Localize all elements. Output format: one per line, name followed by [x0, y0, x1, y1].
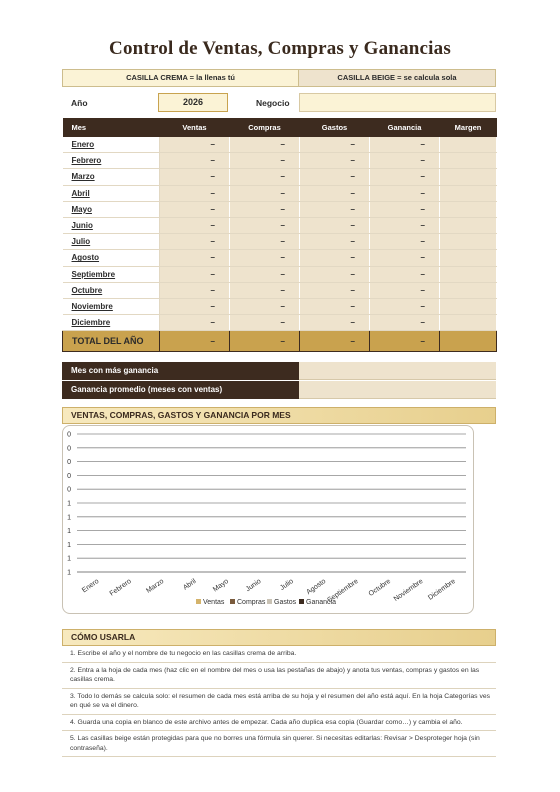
month-link[interactable]: Julio: [63, 234, 160, 250]
meta-row: [62, 93, 496, 113]
legend-label: Ventas: [203, 599, 225, 606]
gastos-cell: –: [300, 217, 370, 233]
compras-cell: –: [230, 331, 300, 352]
ventas-cell: –: [160, 137, 230, 153]
x-tick-label: Mayo: [211, 577, 231, 594]
legend-swatch: [299, 599, 304, 604]
compras-cell: –: [230, 169, 300, 185]
month-link[interactable]: Mayo: [63, 201, 160, 217]
legend-item: [196, 599, 225, 606]
compras-cell: –: [230, 234, 300, 250]
total-row: [63, 331, 497, 352]
table-row: [63, 282, 497, 298]
ganancia-cell: –: [370, 250, 440, 266]
table-row: [63, 217, 497, 233]
gastos-cell: –: [300, 315, 370, 331]
avg-profit-label: Ganancia promedio (meses con ventas): [62, 381, 299, 399]
y-tick-label: 1: [67, 514, 71, 522]
margen-cell: [440, 169, 497, 185]
howto-step: 3. Todo lo demás se calcula solo: el resumen de cada mes está arriba de su hoja y el resumen del año está aquí. En la hoja Categorías ves en qué se va el dinero.: [62, 689, 496, 715]
legend-label: Ganancia: [306, 599, 336, 606]
col-header-compras: Compras: [230, 118, 300, 137]
summary-row-best-month: [62, 362, 496, 380]
table-row: [63, 137, 497, 153]
table-row: [63, 169, 497, 185]
y-tick-label: 1: [67, 555, 71, 563]
total-label: TOTAL DEL AÑO: [63, 331, 160, 352]
legend-item: [230, 599, 266, 606]
table-row: [63, 315, 497, 331]
compras-cell: –: [230, 185, 300, 201]
col-header-mes: Mes: [63, 118, 160, 137]
ganancia-cell: –: [370, 331, 440, 352]
x-tick-label: Noviembre: [392, 577, 425, 604]
col-header-margen: Margen: [440, 118, 497, 137]
ventas-cell: –: [160, 282, 230, 298]
margen-cell: [440, 137, 497, 153]
legend-swatch: [267, 599, 272, 604]
compras-cell: –: [230, 266, 300, 282]
page-title: Control de Ventas, Compras y Ganancias: [109, 38, 451, 59]
month-link[interactable]: Septiembre: [63, 266, 160, 282]
x-tick-label: Octubre: [367, 577, 393, 598]
x-tick-label: Diciembre: [427, 577, 457, 602]
compras-cell: –: [230, 298, 300, 314]
ganancia-cell: –: [370, 234, 440, 250]
col-header-ventas: Ventas: [160, 118, 230, 137]
ventas-cell: –: [160, 201, 230, 217]
legend-label: Gastos: [274, 599, 297, 606]
y-tick-label: 0: [67, 431, 71, 439]
howto-step: 5. Las casillas beige están protegidas para que no borres una fórmula sin querer. Si necesitas editarlas: Revisar > Desproteger hoja (sin contraseña).: [62, 731, 496, 757]
y-tick-label: 0: [67, 445, 71, 453]
x-tick-label: Julio: [279, 577, 295, 592]
month-link[interactable]: Marzo: [63, 169, 160, 185]
month-link[interactable]: Agosto: [63, 250, 160, 266]
gastos-cell: –: [300, 298, 370, 314]
gastos-cell: –: [300, 185, 370, 201]
y-tick-label: 0: [67, 472, 71, 480]
compras-cell: –: [230, 201, 300, 217]
legend-swatch: [230, 599, 235, 604]
x-tick-label: Agosto: [305, 577, 328, 597]
legend-row: [62, 69, 496, 87]
gastos-cell: –: [300, 331, 370, 352]
best-month-value: [299, 362, 496, 380]
month-link[interactable]: Abril: [63, 185, 160, 201]
ganancia-cell: –: [370, 201, 440, 217]
legend-item: [267, 599, 297, 606]
gastos-cell: –: [300, 169, 370, 185]
table-row: [63, 201, 497, 217]
col-header-ganancia: Ganancia: [370, 118, 440, 137]
gastos-cell: –: [300, 153, 370, 169]
gastos-cell: –: [300, 201, 370, 217]
table-row: [63, 153, 497, 169]
chart-section-title: VENTAS, COMPRAS, GASTOS Y GANANCIA POR MES: [62, 407, 496, 424]
y-tick-label: 1: [67, 528, 71, 536]
table-row: [63, 266, 497, 282]
ganancia-cell: –: [370, 169, 440, 185]
chart-container: [62, 425, 474, 614]
x-tick-label: Junio: [244, 577, 263, 594]
margen-cell: [440, 201, 497, 217]
y-tick-label: 1: [67, 500, 71, 508]
compras-cell: –: [230, 282, 300, 298]
y-tick-label: 0: [67, 486, 71, 494]
compras-cell: –: [230, 217, 300, 233]
compras-cell: –: [230, 315, 300, 331]
x-tick-label: Enero: [81, 577, 101, 595]
compras-cell: –: [230, 153, 300, 169]
margen-cell: [440, 250, 497, 266]
margen-cell: [440, 234, 497, 250]
month-link[interactable]: Diciembre: [63, 315, 160, 331]
ganancia-cell: –: [370, 137, 440, 153]
ganancia-cell: –: [370, 266, 440, 282]
monthly-chart: [63, 426, 475, 615]
margen-cell: [440, 185, 497, 201]
howto-step: 2. Entra a la hoja de cada mes (haz clic en el nombre del mes o usa las pestañas de abajo) y anota tus ventas, compras y gastos en las casillas crema.: [62, 663, 496, 689]
margen-cell: [440, 298, 497, 314]
month-link[interactable]: Enero: [63, 137, 160, 153]
compras-cell: –: [230, 137, 300, 153]
ventas-cell: –: [160, 169, 230, 185]
margen-cell: [440, 266, 497, 282]
gastos-cell: –: [300, 137, 370, 153]
summary-block: [62, 362, 496, 400]
business-input[interactable]: [299, 93, 496, 112]
month-link[interactable]: Febrero: [63, 153, 160, 169]
howto-title: CÓMO USARLA: [62, 629, 496, 646]
gastos-cell: –: [300, 234, 370, 250]
ventas-cell: –: [160, 234, 230, 250]
howto-steps: [62, 646, 496, 757]
table-row: [63, 298, 497, 314]
y-tick-label: 1: [67, 569, 71, 577]
ganancia-cell: –: [370, 282, 440, 298]
avg-profit-value: [299, 381, 496, 399]
margen-cell: [440, 282, 497, 298]
best-month-label: Mes con más ganancia: [62, 362, 299, 380]
table-row: [63, 234, 497, 250]
ganancia-cell: –: [370, 153, 440, 169]
legend-cream-cell: CASILLA CREMA = la llenas tú: [62, 69, 299, 87]
legend-beige-cell: CASILLA BEIGE = se calcula sola: [299, 69, 496, 87]
y-tick-label: 1: [67, 541, 71, 549]
margen-cell: [440, 331, 497, 352]
ventas-cell: –: [160, 185, 230, 201]
gastos-cell: –: [300, 266, 370, 282]
business-label: Negocio: [256, 98, 290, 108]
table-row: [63, 250, 497, 266]
ventas-cell: –: [160, 250, 230, 266]
x-tick-label: Febrero: [108, 577, 133, 598]
summary-row-avg-profit: [62, 381, 496, 399]
ventas-cell: –: [160, 266, 230, 282]
y-tick-label: 0: [67, 459, 71, 467]
margen-cell: [440, 315, 497, 331]
x-tick-label: Abril: [182, 577, 198, 592]
ventas-cell: –: [160, 315, 230, 331]
month-link[interactable]: Noviembre: [63, 298, 160, 314]
ganancia-cell: –: [370, 217, 440, 233]
month-link[interactable]: Junio: [63, 217, 160, 233]
legend-item: [299, 599, 336, 606]
gastos-cell: –: [300, 250, 370, 266]
ventas-cell: –: [160, 217, 230, 233]
year-label: Año: [71, 98, 88, 108]
legend-swatch: [196, 599, 201, 604]
monthly-table: [62, 118, 497, 352]
col-header-gastos: Gastos: [300, 118, 370, 137]
ganancia-cell: –: [370, 298, 440, 314]
margen-cell: [440, 217, 497, 233]
x-tick-label: Septiembre: [326, 577, 360, 605]
legend-label: Compras: [237, 599, 266, 606]
howto-step: 4. Guarda una copia en blanco de este archivo antes de empezar. Cada año duplica esa copia (Guardar como…) y cambia el año.: [62, 715, 496, 732]
ganancia-cell: –: [370, 185, 440, 201]
ventas-cell: –: [160, 298, 230, 314]
year-input[interactable]: 2026: [158, 93, 228, 112]
howto-step: 1. Escribe el año y el nombre de tu negocio en las casillas crema de arriba.: [62, 646, 496, 663]
gastos-cell: –: [300, 282, 370, 298]
ventas-cell: –: [160, 331, 230, 352]
month-link[interactable]: Octubre: [63, 282, 160, 298]
compras-cell: –: [230, 250, 300, 266]
table-row: [63, 185, 497, 201]
x-tick-label: Marzo: [145, 577, 166, 595]
table-header-row: [63, 118, 497, 137]
margen-cell: [440, 153, 497, 169]
ventas-cell: –: [160, 153, 230, 169]
ganancia-cell: –: [370, 315, 440, 331]
